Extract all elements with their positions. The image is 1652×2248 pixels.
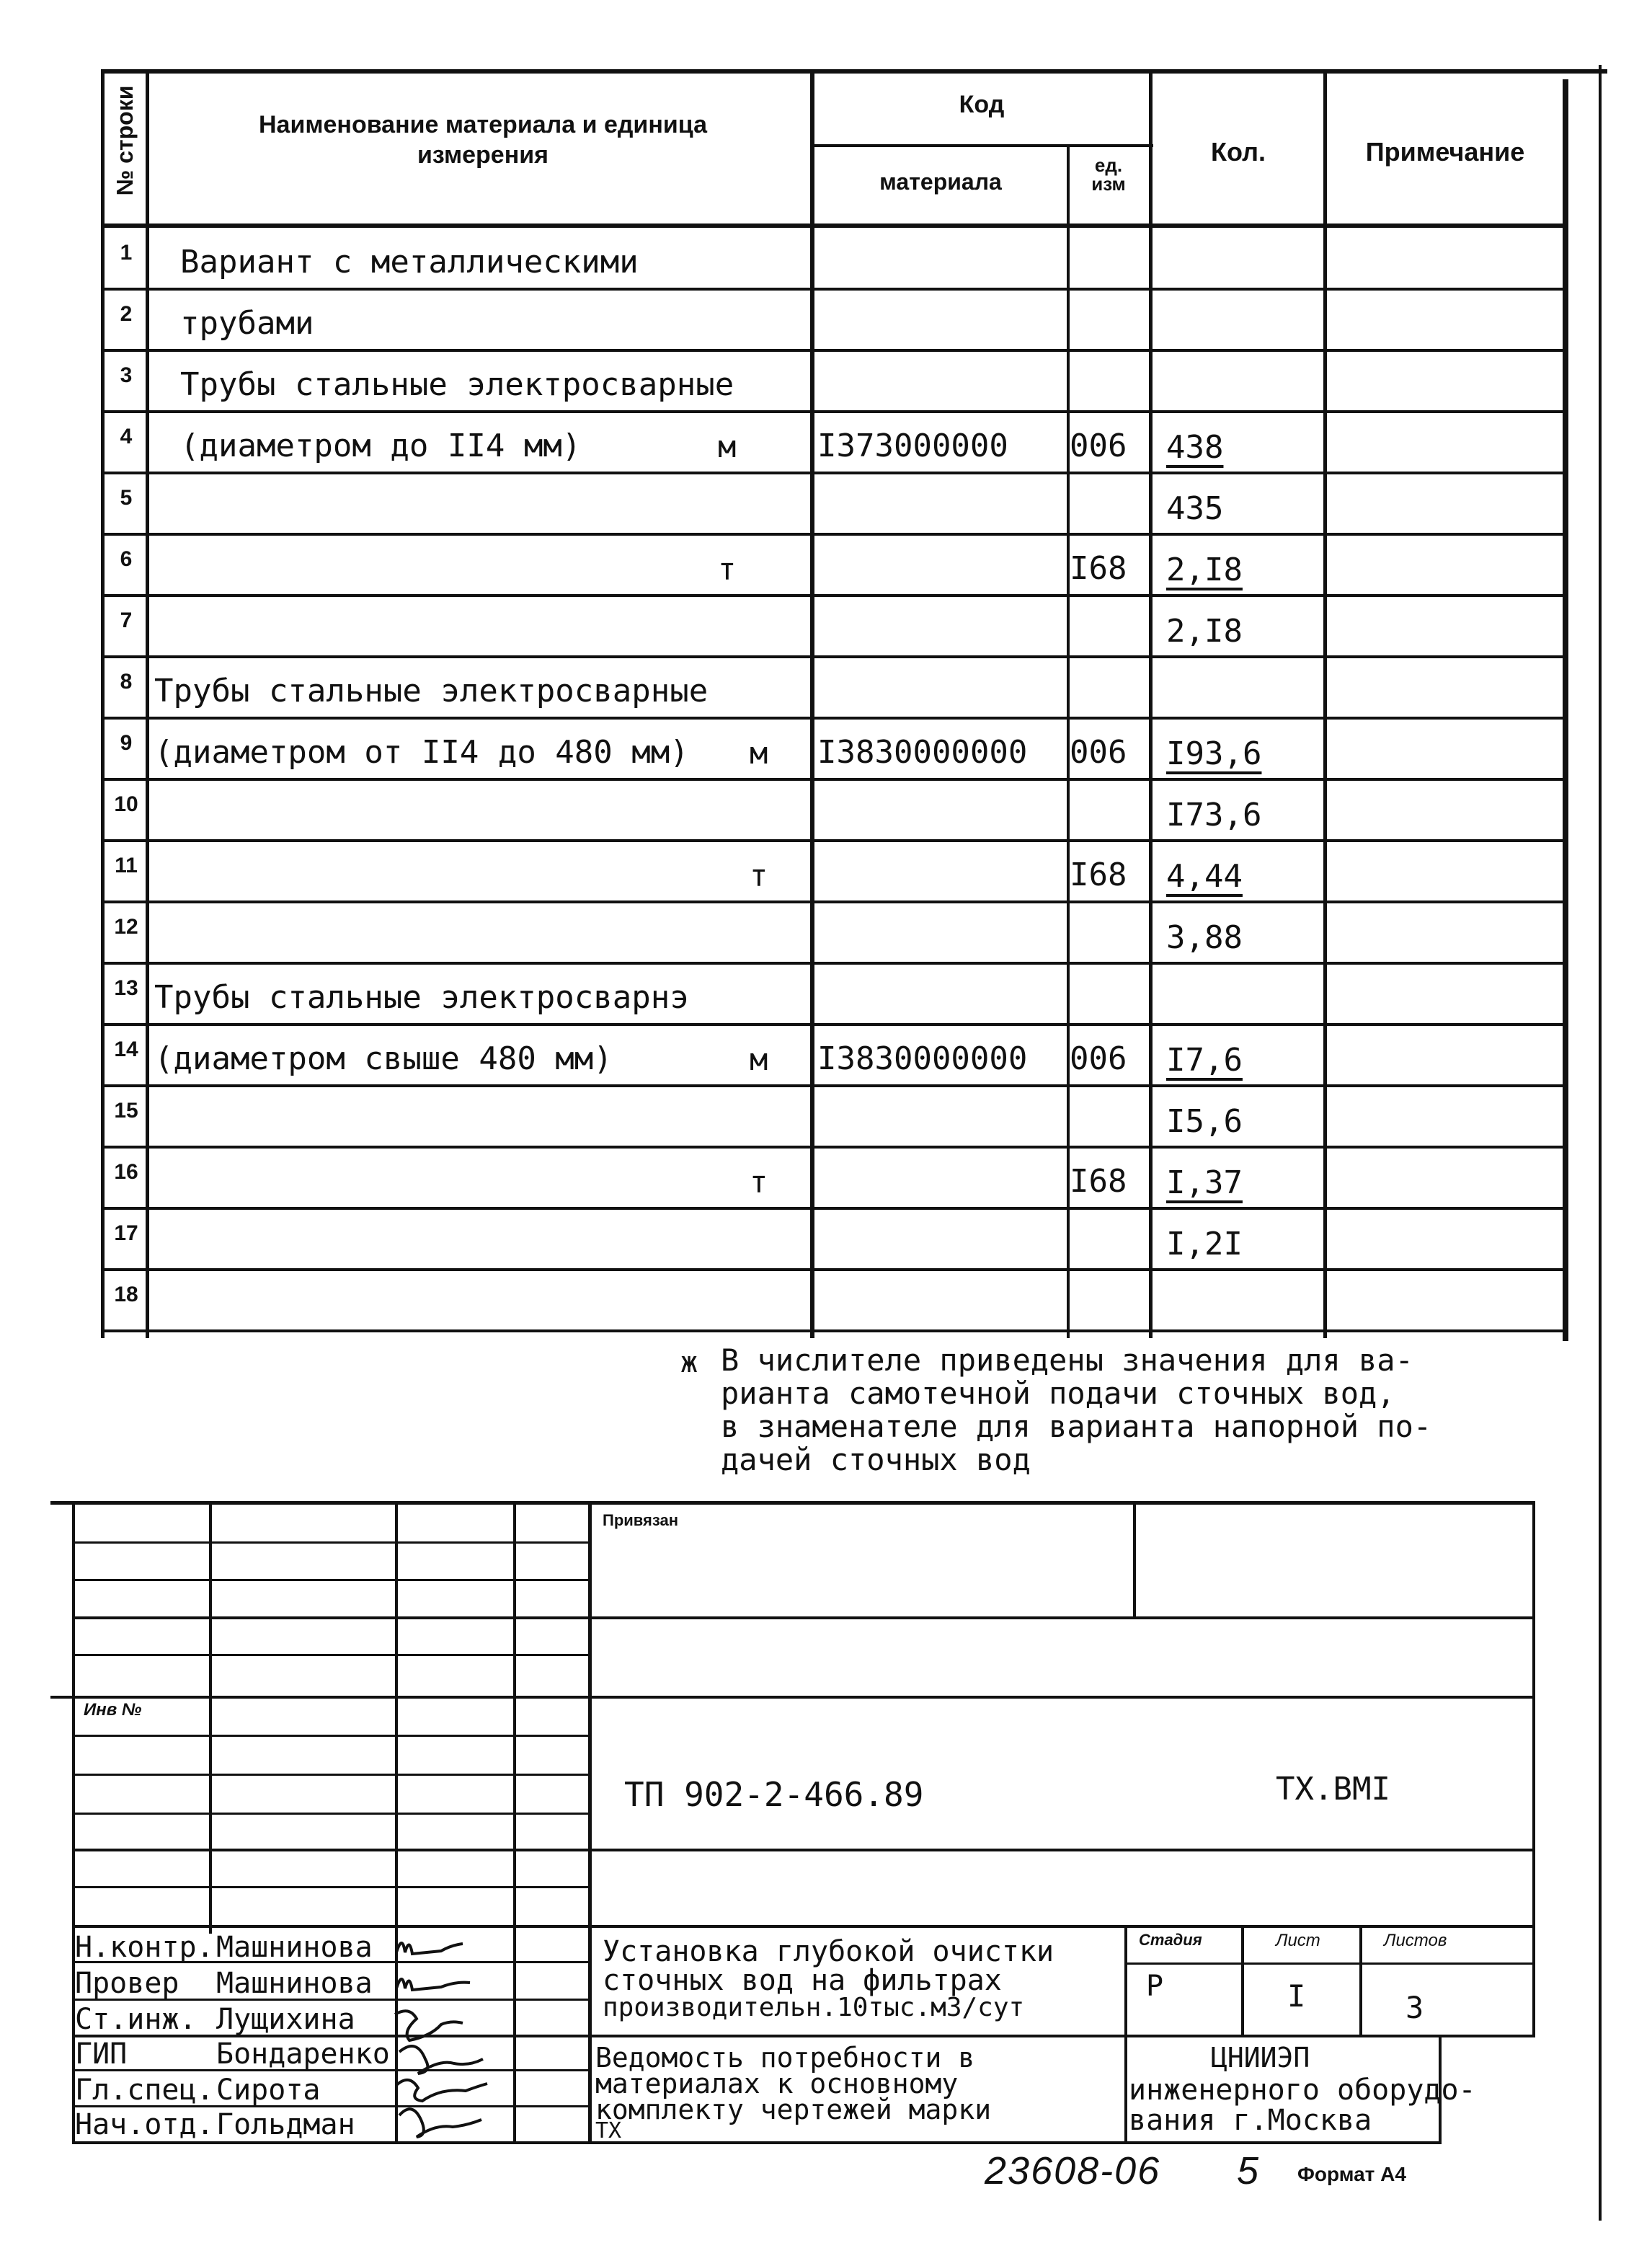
row-separator: [105, 717, 1564, 720]
document-mark: ТХ.ВМI: [1276, 1771, 1390, 1807]
row-material-name: Трубы стальные электросварные: [180, 366, 734, 403]
row-quantity: I73,6: [1166, 797, 1262, 833]
row-separator: [105, 594, 1564, 597]
row-number: 10: [114, 792, 138, 816]
row-unit-code: I68: [1070, 550, 1127, 587]
inventory-number-label: Инв №: [84, 1700, 142, 1720]
row-quantity: I93,6: [1166, 735, 1262, 772]
row-material-name: Трубы стальные электросварнэ: [154, 979, 689, 1016]
row-number: 14: [114, 1037, 138, 1061]
row-separator: [105, 655, 1564, 658]
row-quantity: 3,88: [1166, 919, 1243, 956]
row-separator: [105, 900, 1564, 903]
row-quantity: I5,6: [1166, 1103, 1243, 1140]
footnote-line-3: в знаменателе для варианта напорной по-: [721, 1409, 1432, 1444]
row-material-code: I3830000000: [817, 734, 1028, 771]
signer-name: Лущихина: [216, 2003, 355, 2036]
row-material-name: Вариант с металлическими: [180, 244, 639, 280]
row-unit-code: 006: [1070, 1040, 1127, 1077]
row-number: 7: [120, 609, 133, 632]
sheet-label: Лист: [1276, 1931, 1320, 1950]
org-line-3: вания г.Москва: [1129, 2104, 1372, 2137]
format-label: Формат А4: [1297, 2163, 1406, 2185]
row-separator: [105, 1207, 1564, 1210]
row-quantity: 438: [1166, 429, 1224, 466]
row-material-name: (диаметром свыше 480 мм): [154, 1040, 613, 1077]
doc-title-line-3: комплекту чертежей марки: [595, 2094, 992, 2125]
row-separator: [105, 288, 1564, 291]
row-unit-code: 006: [1070, 734, 1127, 771]
header-code-material: материала: [879, 169, 1002, 195]
row-separator: [105, 533, 1564, 536]
row-quantity: I,37: [1166, 1164, 1243, 1201]
row-unit-code: 006: [1070, 428, 1127, 464]
row-separator: [105, 472, 1564, 474]
row-unit-code: I68: [1070, 857, 1127, 893]
signer-name: Гольдман: [216, 2108, 355, 2141]
row-quantity: 2,I8: [1166, 552, 1243, 588]
document-code: ТП 902-2-466.89: [624, 1775, 924, 1814]
header-code-unit: ед. изм: [1091, 154, 1126, 195]
stage-value: Р: [1146, 1970, 1164, 2003]
row-number: 4: [120, 425, 133, 448]
row-material-name: Трубы стальные электросварные: [154, 673, 709, 709]
row-quantity: 435: [1166, 490, 1224, 527]
row-quantity: 4,44: [1166, 858, 1243, 895]
signer-name: Машнинова: [216, 1931, 373, 1964]
row-unit: м: [750, 735, 768, 771]
header-row-number: № строки: [112, 85, 138, 196]
row-number: 12: [114, 915, 138, 939]
sheets-label: Листов: [1384, 1931, 1447, 1950]
row-material-name: (диаметром от II4 до 480 мм): [154, 734, 689, 771]
object-title-line-2: сточных вод на фильтрах: [603, 1964, 1002, 1997]
row-quantity: I7,6: [1166, 1042, 1243, 1079]
row-number: 8: [120, 670, 133, 694]
header-code: Код: [959, 91, 1005, 118]
row-unit-code: I68: [1070, 1163, 1127, 1200]
doc-title-line-2: материалах к основному: [595, 2068, 959, 2099]
header-quantity: Кол.: [1211, 137, 1266, 167]
row-number: 5: [120, 486, 133, 510]
row-number: 11: [115, 854, 138, 877]
row-unit: м: [750, 1042, 768, 1077]
signer-role: Нач.отд.: [75, 2108, 214, 2141]
row-unit: т: [750, 1164, 768, 1200]
object-title-line-1: Установка глубокой очистки: [603, 1935, 1054, 1968]
row-number: 6: [120, 547, 133, 571]
signer-name: Сирота: [216, 2074, 321, 2107]
row-number: 15: [114, 1099, 138, 1123]
row-number: 3: [120, 363, 133, 387]
footnote-line-1: В числителе приведены значения для ва-: [721, 1342, 1413, 1378]
row-separator: [105, 778, 1564, 781]
footnote-mark: ж: [680, 1346, 698, 1379]
row-number: 2: [120, 302, 133, 326]
org-line-2: инженерного оборудо-: [1129, 2074, 1476, 2107]
row-separator: [105, 962, 1564, 965]
row-quantity: I,2I: [1166, 1226, 1243, 1262]
row-material-code: I373000000: [817, 428, 1008, 464]
row-material-name: (диаметром до II4 мм): [180, 428, 582, 464]
signer-role: Ст.инж.: [75, 2003, 197, 2036]
row-separator: [105, 1146, 1564, 1149]
sheets-value: 3: [1405, 1990, 1424, 2025]
signatures-graphic: [382, 1925, 526, 2149]
row-number: 18: [114, 1283, 138, 1306]
privyazan-label: Привязан: [603, 1511, 679, 1529]
row-number: 13: [114, 976, 138, 1000]
row-separator: [105, 839, 1564, 842]
object-title-line-3: производительн.10тыс.м3/сут: [603, 1993, 1025, 2022]
footnote-line-2: рианта самотечной подачи сточных вод,: [721, 1376, 1395, 1411]
signer-role: Н.контр.: [75, 1931, 214, 1964]
row-unit: м: [718, 429, 737, 464]
doc-title-line-1: Ведомость потребности в: [595, 2042, 975, 2074]
row-number: 17: [114, 1221, 138, 1245]
row-material-code: I3830000000: [817, 1040, 1028, 1077]
row-separator: [105, 1084, 1564, 1087]
row-number: 9: [120, 731, 133, 755]
footnote-line-4: дачей сточных вод: [721, 1442, 1031, 1477]
row-unit: т: [750, 858, 768, 893]
archive-page: 5: [1237, 2149, 1259, 2192]
signer-name: Бондаренко: [216, 2037, 390, 2071]
stage-label: Стадия: [1139, 1931, 1202, 1949]
archive-number: 23608-06: [985, 2149, 1161, 2192]
row-number: 1: [120, 241, 133, 265]
row-separator: [105, 410, 1564, 413]
org-line-1: ЦНИИЭП: [1211, 2042, 1310, 2074]
row-quantity: 2,I8: [1166, 613, 1243, 650]
signer-role: ГИП: [75, 2037, 128, 2071]
header-material-name: Наименование материала и единица измерения: [259, 111, 707, 169]
row-unit: т: [718, 552, 737, 587]
row-separator: [105, 1268, 1564, 1271]
row-separator: [105, 349, 1564, 352]
sheet-value: I: [1287, 1978, 1306, 2014]
row-separator: [105, 1329, 1564, 1332]
signer-role: Гл.спец.: [75, 2074, 214, 2107]
doc-title-line-4: ТХ: [595, 2118, 622, 2143]
signer-name: Машнинова: [216, 1967, 373, 2000]
signer-role: Провер: [75, 1967, 179, 2000]
row-material-name: трубами: [180, 305, 314, 342]
header-note: Примечание: [1365, 137, 1525, 167]
row-separator: [105, 1023, 1564, 1026]
row-number: 16: [114, 1160, 138, 1184]
